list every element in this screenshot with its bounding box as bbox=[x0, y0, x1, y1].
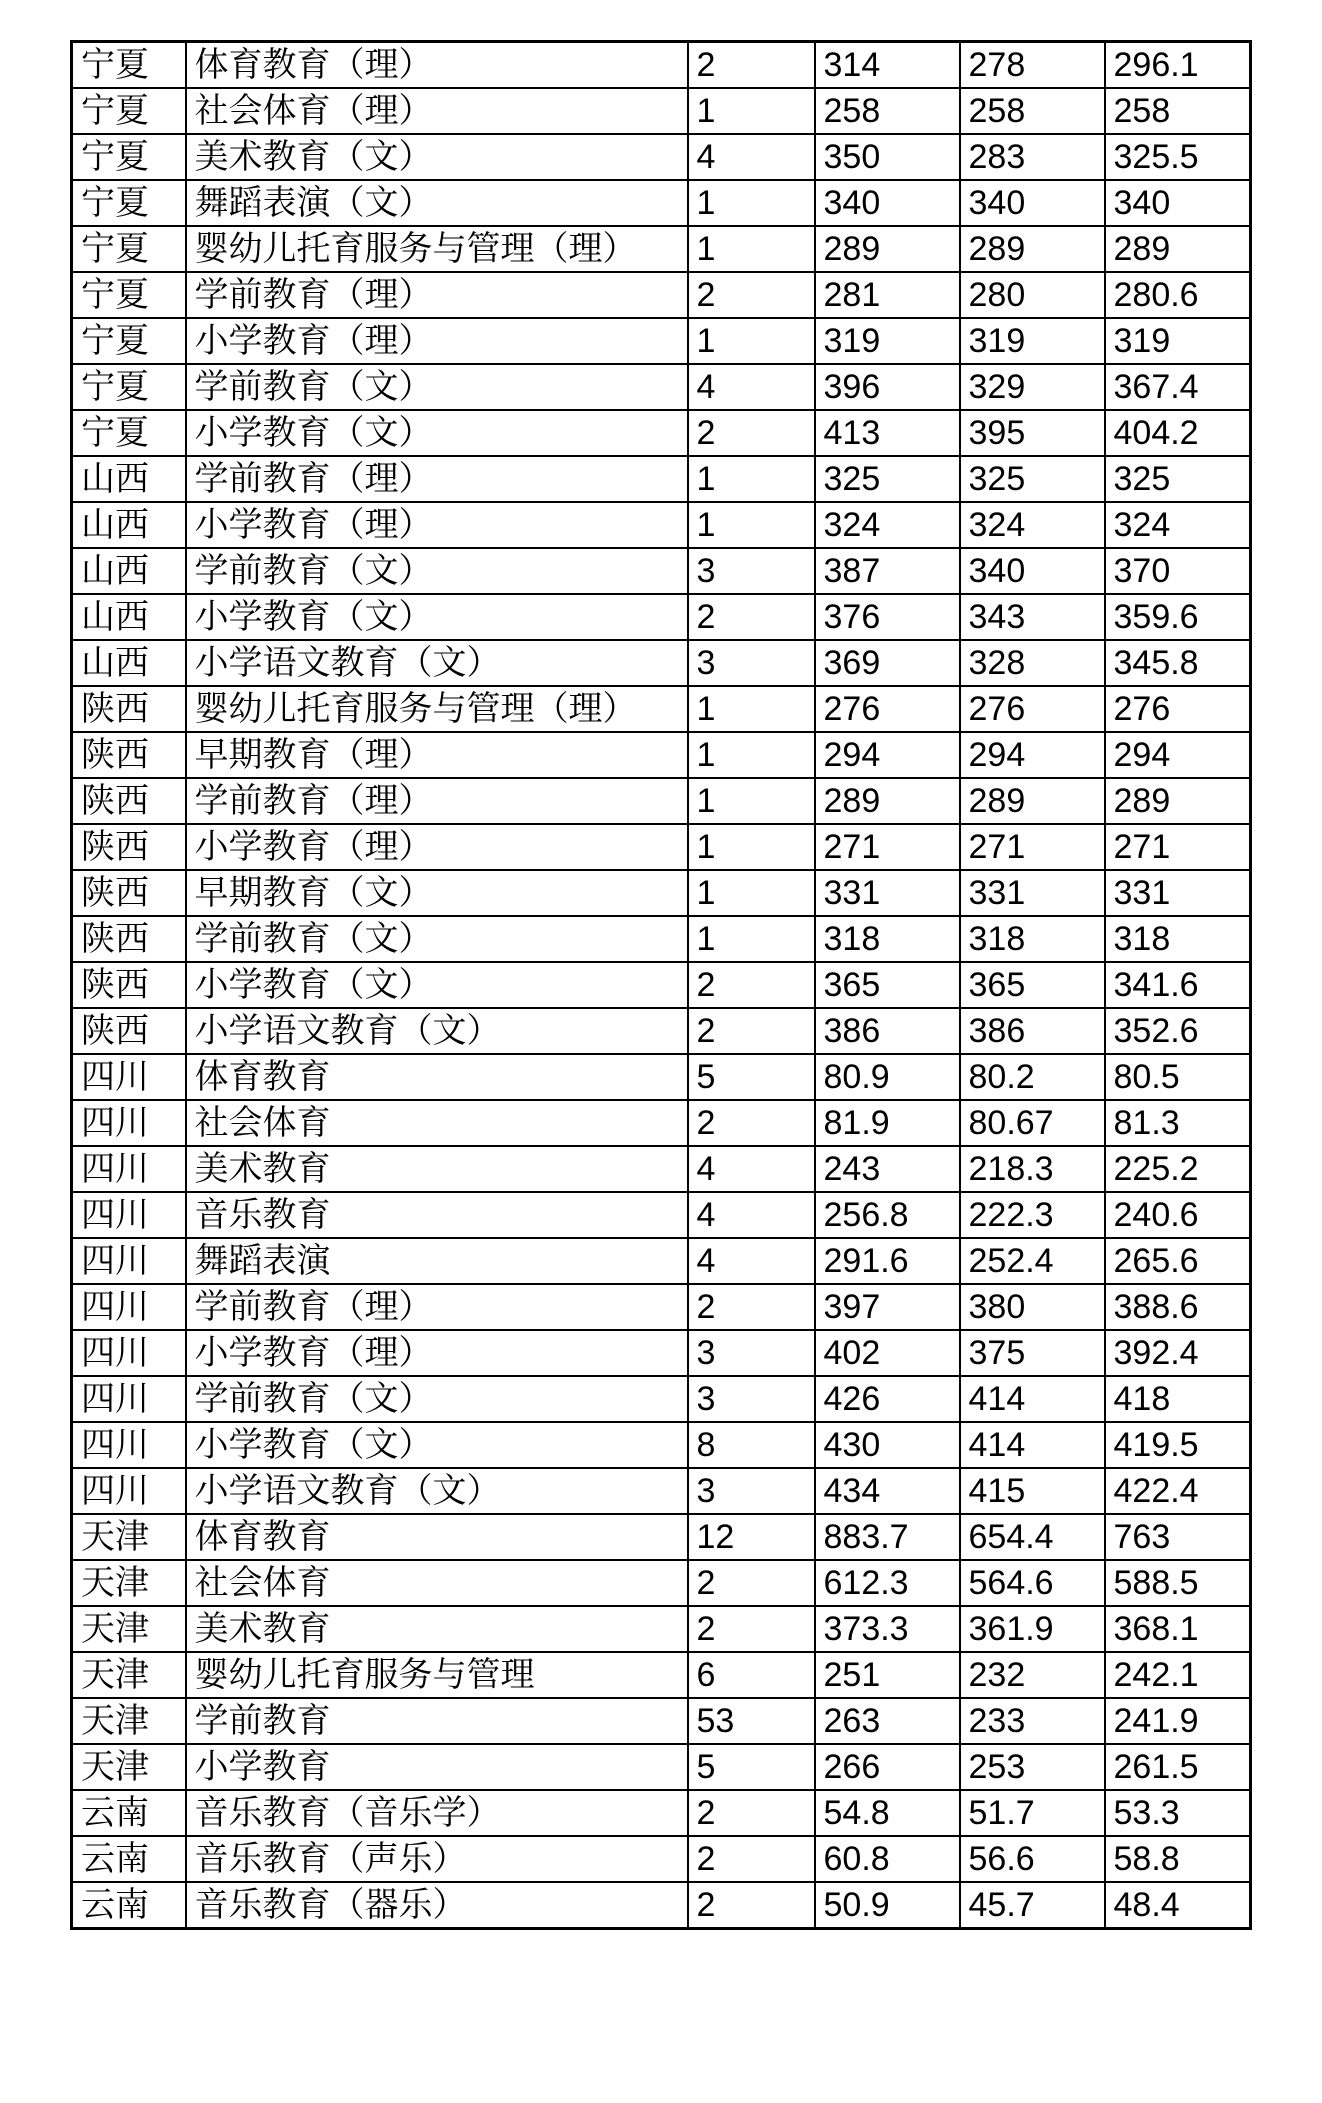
count-cell: 2 bbox=[688, 594, 815, 640]
province-cell: 四川 bbox=[72, 1468, 186, 1514]
table-row bbox=[72, 640, 1251, 686]
max-score-cell: 266 bbox=[815, 1744, 960, 1790]
min-score-cell: 375 bbox=[960, 1330, 1105, 1376]
min-score-cell: 328 bbox=[960, 640, 1105, 686]
major-cell: 学前教育（文） bbox=[186, 548, 688, 594]
avg-score-cell: 368.1 bbox=[1105, 1606, 1251, 1652]
major-cell: 小学教育（文） bbox=[186, 1422, 688, 1468]
max-score-cell: 50.9 bbox=[815, 1882, 960, 1929]
major-cell: 小学教育（文） bbox=[186, 594, 688, 640]
avg-score-cell: 325.5 bbox=[1105, 134, 1251, 180]
province-cell: 宁夏 bbox=[72, 226, 186, 272]
score-table-container bbox=[70, 40, 1252, 1930]
table-row bbox=[72, 42, 1251, 89]
min-score-cell: 340 bbox=[960, 180, 1105, 226]
min-score-cell: 318 bbox=[960, 916, 1105, 962]
min-score-cell: 343 bbox=[960, 594, 1105, 640]
table-row bbox=[72, 1606, 1251, 1652]
table-row bbox=[72, 1100, 1251, 1146]
max-score-cell: 324 bbox=[815, 502, 960, 548]
province-cell: 山西 bbox=[72, 594, 186, 640]
major-cell: 音乐教育（音乐学） bbox=[186, 1790, 688, 1836]
avg-score-cell: 325 bbox=[1105, 456, 1251, 502]
min-score-cell: 278 bbox=[960, 42, 1105, 89]
min-score-cell: 280 bbox=[960, 272, 1105, 318]
count-cell: 1 bbox=[688, 686, 815, 732]
avg-score-cell: 388.6 bbox=[1105, 1284, 1251, 1330]
table-row bbox=[72, 226, 1251, 272]
table-row bbox=[72, 1514, 1251, 1560]
max-score-cell: 397 bbox=[815, 1284, 960, 1330]
max-score-cell: 276 bbox=[815, 686, 960, 732]
count-cell: 2 bbox=[688, 1836, 815, 1882]
count-cell: 2 bbox=[688, 1284, 815, 1330]
min-score-cell: 289 bbox=[960, 226, 1105, 272]
province-cell: 陕西 bbox=[72, 824, 186, 870]
table-row bbox=[72, 1192, 1251, 1238]
table-row bbox=[72, 1284, 1251, 1330]
table-row bbox=[72, 180, 1251, 226]
max-score-cell: 386 bbox=[815, 1008, 960, 1054]
max-score-cell: 373.3 bbox=[815, 1606, 960, 1652]
max-score-cell: 251 bbox=[815, 1652, 960, 1698]
max-score-cell: 60.8 bbox=[815, 1836, 960, 1882]
avg-score-cell: 276 bbox=[1105, 686, 1251, 732]
province-cell: 天津 bbox=[72, 1514, 186, 1560]
max-score-cell: 369 bbox=[815, 640, 960, 686]
table-row bbox=[72, 1146, 1251, 1192]
avg-score-cell: 81.3 bbox=[1105, 1100, 1251, 1146]
table-row bbox=[72, 1238, 1251, 1284]
count-cell: 3 bbox=[688, 640, 815, 686]
major-cell: 社会体育 bbox=[186, 1560, 688, 1606]
table-row bbox=[72, 594, 1251, 640]
province-cell: 宁夏 bbox=[72, 134, 186, 180]
province-cell: 山西 bbox=[72, 502, 186, 548]
avg-score-cell: 240.6 bbox=[1105, 1192, 1251, 1238]
avg-score-cell: 319 bbox=[1105, 318, 1251, 364]
count-cell: 2 bbox=[688, 1100, 815, 1146]
province-cell: 四川 bbox=[72, 1100, 186, 1146]
major-cell: 小学教育（理） bbox=[186, 824, 688, 870]
table-row bbox=[72, 548, 1251, 594]
count-cell: 1 bbox=[688, 502, 815, 548]
min-score-cell: 365 bbox=[960, 962, 1105, 1008]
count-cell: 4 bbox=[688, 134, 815, 180]
min-score-cell: 395 bbox=[960, 410, 1105, 456]
max-score-cell: 396 bbox=[815, 364, 960, 410]
major-cell: 音乐教育 bbox=[186, 1192, 688, 1238]
major-cell: 学前教育（理） bbox=[186, 456, 688, 502]
avg-score-cell: 340 bbox=[1105, 180, 1251, 226]
major-cell: 体育教育 bbox=[186, 1514, 688, 1560]
max-score-cell: 81.9 bbox=[815, 1100, 960, 1146]
max-score-cell: 376 bbox=[815, 594, 960, 640]
max-score-cell: 365 bbox=[815, 962, 960, 1008]
count-cell: 2 bbox=[688, 1560, 815, 1606]
count-cell: 2 bbox=[688, 1882, 815, 1929]
avg-score-cell: 289 bbox=[1105, 778, 1251, 824]
table-row bbox=[72, 1422, 1251, 1468]
major-cell: 婴幼儿托育服务与管理（理） bbox=[186, 686, 688, 732]
min-score-cell: 222.3 bbox=[960, 1192, 1105, 1238]
min-score-cell: 233 bbox=[960, 1698, 1105, 1744]
count-cell: 1 bbox=[688, 778, 815, 824]
table-row bbox=[72, 134, 1251, 180]
major-cell: 体育教育（理） bbox=[186, 42, 688, 89]
major-cell: 学前教育（文） bbox=[186, 916, 688, 962]
province-cell: 宁夏 bbox=[72, 88, 186, 134]
max-score-cell: 426 bbox=[815, 1376, 960, 1422]
max-score-cell: 289 bbox=[815, 226, 960, 272]
min-score-cell: 386 bbox=[960, 1008, 1105, 1054]
max-score-cell: 402 bbox=[815, 1330, 960, 1376]
province-cell: 天津 bbox=[72, 1652, 186, 1698]
major-cell: 小学教育（理） bbox=[186, 1330, 688, 1376]
max-score-cell: 289 bbox=[815, 778, 960, 824]
min-score-cell: 654.4 bbox=[960, 1514, 1105, 1560]
min-score-cell: 232 bbox=[960, 1652, 1105, 1698]
province-cell: 云南 bbox=[72, 1882, 186, 1929]
min-score-cell: 271 bbox=[960, 824, 1105, 870]
table-row bbox=[72, 732, 1251, 778]
min-score-cell: 319 bbox=[960, 318, 1105, 364]
table-row bbox=[72, 364, 1251, 410]
major-cell: 社会体育（理） bbox=[186, 88, 688, 134]
avg-score-cell: 271 bbox=[1105, 824, 1251, 870]
avg-score-cell: 341.6 bbox=[1105, 962, 1251, 1008]
major-cell: 早期教育（理） bbox=[186, 732, 688, 778]
min-score-cell: 45.7 bbox=[960, 1882, 1105, 1929]
count-cell: 1 bbox=[688, 226, 815, 272]
max-score-cell: 263 bbox=[815, 1698, 960, 1744]
min-score-cell: 415 bbox=[960, 1468, 1105, 1514]
min-score-cell: 329 bbox=[960, 364, 1105, 410]
count-cell: 8 bbox=[688, 1422, 815, 1468]
min-score-cell: 253 bbox=[960, 1744, 1105, 1790]
major-cell: 学前教育 bbox=[186, 1698, 688, 1744]
major-cell: 舞蹈表演（文） bbox=[186, 180, 688, 226]
count-cell: 1 bbox=[688, 88, 815, 134]
count-cell: 2 bbox=[688, 1790, 815, 1836]
count-cell: 4 bbox=[688, 364, 815, 410]
major-cell: 小学语文教育（文） bbox=[186, 1008, 688, 1054]
table-row bbox=[72, 1836, 1251, 1882]
province-cell: 云南 bbox=[72, 1790, 186, 1836]
max-score-cell: 430 bbox=[815, 1422, 960, 1468]
avg-score-cell: 53.3 bbox=[1105, 1790, 1251, 1836]
major-cell: 音乐教育（声乐） bbox=[186, 1836, 688, 1882]
count-cell: 3 bbox=[688, 1468, 815, 1514]
max-score-cell: 258 bbox=[815, 88, 960, 134]
max-score-cell: 883.7 bbox=[815, 1514, 960, 1560]
count-cell: 2 bbox=[688, 410, 815, 456]
score-table-body bbox=[72, 42, 1251, 1929]
count-cell: 1 bbox=[688, 732, 815, 778]
major-cell: 早期教育（文） bbox=[186, 870, 688, 916]
max-score-cell: 314 bbox=[815, 42, 960, 89]
max-score-cell: 325 bbox=[815, 456, 960, 502]
count-cell: 1 bbox=[688, 824, 815, 870]
max-score-cell: 291.6 bbox=[815, 1238, 960, 1284]
max-score-cell: 243 bbox=[815, 1146, 960, 1192]
avg-score-cell: 763 bbox=[1105, 1514, 1251, 1560]
avg-score-cell: 280.6 bbox=[1105, 272, 1251, 318]
major-cell: 美术教育 bbox=[186, 1606, 688, 1652]
count-cell: 2 bbox=[688, 272, 815, 318]
major-cell: 社会体育 bbox=[186, 1100, 688, 1146]
avg-score-cell: 80.5 bbox=[1105, 1054, 1251, 1100]
max-score-cell: 54.8 bbox=[815, 1790, 960, 1836]
table-row bbox=[72, 318, 1251, 364]
min-score-cell: 80.2 bbox=[960, 1054, 1105, 1100]
major-cell: 音乐教育（器乐） bbox=[186, 1882, 688, 1929]
province-cell: 山西 bbox=[72, 456, 186, 502]
table-row bbox=[72, 1560, 1251, 1606]
table-row bbox=[72, 870, 1251, 916]
major-cell: 美术教育 bbox=[186, 1146, 688, 1192]
table-row bbox=[72, 1882, 1251, 1929]
province-cell: 天津 bbox=[72, 1560, 186, 1606]
avg-score-cell: 419.5 bbox=[1105, 1422, 1251, 1468]
count-cell: 5 bbox=[688, 1744, 815, 1790]
province-cell: 四川 bbox=[72, 1376, 186, 1422]
table-row bbox=[72, 1744, 1251, 1790]
max-score-cell: 271 bbox=[815, 824, 960, 870]
major-cell: 美术教育（文） bbox=[186, 134, 688, 180]
province-cell: 宁夏 bbox=[72, 42, 186, 89]
min-score-cell: 340 bbox=[960, 548, 1105, 594]
max-score-cell: 80.9 bbox=[815, 1054, 960, 1100]
avg-score-cell: 359.6 bbox=[1105, 594, 1251, 640]
province-cell: 宁夏 bbox=[72, 364, 186, 410]
table-row bbox=[72, 916, 1251, 962]
count-cell: 12 bbox=[688, 1514, 815, 1560]
min-score-cell: 283 bbox=[960, 134, 1105, 180]
count-cell: 1 bbox=[688, 180, 815, 226]
major-cell: 学前教育（理） bbox=[186, 778, 688, 824]
min-score-cell: 218.3 bbox=[960, 1146, 1105, 1192]
avg-score-cell: 258 bbox=[1105, 88, 1251, 134]
count-cell: 5 bbox=[688, 1054, 815, 1100]
avg-score-cell: 367.4 bbox=[1105, 364, 1251, 410]
province-cell: 四川 bbox=[72, 1330, 186, 1376]
avg-score-cell: 48.4 bbox=[1105, 1882, 1251, 1929]
avg-score-cell: 418 bbox=[1105, 1376, 1251, 1422]
major-cell: 小学教育（文） bbox=[186, 410, 688, 456]
province-cell: 陕西 bbox=[72, 916, 186, 962]
avg-score-cell: 352.6 bbox=[1105, 1008, 1251, 1054]
max-score-cell: 331 bbox=[815, 870, 960, 916]
count-cell: 4 bbox=[688, 1192, 815, 1238]
major-cell: 小学语文教育（文） bbox=[186, 1468, 688, 1514]
min-score-cell: 324 bbox=[960, 502, 1105, 548]
table-row bbox=[72, 1468, 1251, 1514]
province-cell: 四川 bbox=[72, 1054, 186, 1100]
count-cell: 1 bbox=[688, 870, 815, 916]
table-row bbox=[72, 88, 1251, 134]
major-cell: 小学教育（理） bbox=[186, 318, 688, 364]
count-cell: 4 bbox=[688, 1238, 815, 1284]
count-cell: 6 bbox=[688, 1652, 815, 1698]
province-cell: 四川 bbox=[72, 1284, 186, 1330]
avg-score-cell: 294 bbox=[1105, 732, 1251, 778]
avg-score-cell: 289 bbox=[1105, 226, 1251, 272]
table-row bbox=[72, 1652, 1251, 1698]
table-row bbox=[72, 1790, 1251, 1836]
major-cell: 婴幼儿托育服务与管理（理） bbox=[186, 226, 688, 272]
max-score-cell: 612.3 bbox=[815, 1560, 960, 1606]
min-score-cell: 331 bbox=[960, 870, 1105, 916]
province-cell: 陕西 bbox=[72, 962, 186, 1008]
table-row bbox=[72, 410, 1251, 456]
count-cell: 3 bbox=[688, 548, 815, 594]
table-row bbox=[72, 1376, 1251, 1422]
count-cell: 2 bbox=[688, 962, 815, 1008]
count-cell: 1 bbox=[688, 916, 815, 962]
max-score-cell: 413 bbox=[815, 410, 960, 456]
min-score-cell: 252.4 bbox=[960, 1238, 1105, 1284]
avg-score-cell: 588.5 bbox=[1105, 1560, 1251, 1606]
min-score-cell: 380 bbox=[960, 1284, 1105, 1330]
province-cell: 天津 bbox=[72, 1744, 186, 1790]
avg-score-cell: 318 bbox=[1105, 916, 1251, 962]
count-cell: 2 bbox=[688, 1008, 815, 1054]
province-cell: 四川 bbox=[72, 1192, 186, 1238]
min-score-cell: 289 bbox=[960, 778, 1105, 824]
major-cell: 小学教育（文） bbox=[186, 962, 688, 1008]
avg-score-cell: 324 bbox=[1105, 502, 1251, 548]
table-row bbox=[72, 824, 1251, 870]
avg-score-cell: 241.9 bbox=[1105, 1698, 1251, 1744]
count-cell: 2 bbox=[688, 1606, 815, 1652]
avg-score-cell: 345.8 bbox=[1105, 640, 1251, 686]
min-score-cell: 56.6 bbox=[960, 1836, 1105, 1882]
avg-score-cell: 225.2 bbox=[1105, 1146, 1251, 1192]
avg-score-cell: 422.4 bbox=[1105, 1468, 1251, 1514]
count-cell: 4 bbox=[688, 1146, 815, 1192]
avg-score-cell: 58.8 bbox=[1105, 1836, 1251, 1882]
avg-score-cell: 404.2 bbox=[1105, 410, 1251, 456]
count-cell: 2 bbox=[688, 42, 815, 89]
province-cell: 山西 bbox=[72, 548, 186, 594]
min-score-cell: 414 bbox=[960, 1422, 1105, 1468]
province-cell: 四川 bbox=[72, 1146, 186, 1192]
min-score-cell: 325 bbox=[960, 456, 1105, 502]
table-row bbox=[72, 962, 1251, 1008]
province-cell: 宁夏 bbox=[72, 272, 186, 318]
major-cell: 体育教育 bbox=[186, 1054, 688, 1100]
max-score-cell: 294 bbox=[815, 732, 960, 778]
max-score-cell: 350 bbox=[815, 134, 960, 180]
min-score-cell: 258 bbox=[960, 88, 1105, 134]
table-row bbox=[72, 1698, 1251, 1744]
max-score-cell: 340 bbox=[815, 180, 960, 226]
avg-score-cell: 265.6 bbox=[1105, 1238, 1251, 1284]
avg-score-cell: 242.1 bbox=[1105, 1652, 1251, 1698]
province-cell: 天津 bbox=[72, 1698, 186, 1744]
province-cell: 陕西 bbox=[72, 870, 186, 916]
avg-score-cell: 392.4 bbox=[1105, 1330, 1251, 1376]
min-score-cell: 80.67 bbox=[960, 1100, 1105, 1146]
major-cell: 婴幼儿托育服务与管理 bbox=[186, 1652, 688, 1698]
score-table bbox=[70, 40, 1252, 1930]
province-cell: 山西 bbox=[72, 640, 186, 686]
major-cell: 小学教育（理） bbox=[186, 502, 688, 548]
major-cell: 学前教育（文） bbox=[186, 364, 688, 410]
count-cell: 53 bbox=[688, 1698, 815, 1744]
table-row bbox=[72, 272, 1251, 318]
min-score-cell: 294 bbox=[960, 732, 1105, 778]
major-cell: 学前教育（文） bbox=[186, 1376, 688, 1422]
major-cell: 学前教育（理） bbox=[186, 1284, 688, 1330]
avg-score-cell: 370 bbox=[1105, 548, 1251, 594]
max-score-cell: 318 bbox=[815, 916, 960, 962]
max-score-cell: 434 bbox=[815, 1468, 960, 1514]
avg-score-cell: 331 bbox=[1105, 870, 1251, 916]
major-cell: 小学教育 bbox=[186, 1744, 688, 1790]
max-score-cell: 387 bbox=[815, 548, 960, 594]
table-row bbox=[72, 456, 1251, 502]
province-cell: 陕西 bbox=[72, 686, 186, 732]
min-score-cell: 51.7 bbox=[960, 1790, 1105, 1836]
max-score-cell: 281 bbox=[815, 272, 960, 318]
province-cell: 陕西 bbox=[72, 778, 186, 824]
province-cell: 宁夏 bbox=[72, 180, 186, 226]
count-cell: 3 bbox=[688, 1376, 815, 1422]
province-cell: 四川 bbox=[72, 1238, 186, 1284]
table-row bbox=[72, 1054, 1251, 1100]
province-cell: 天津 bbox=[72, 1606, 186, 1652]
province-cell: 宁夏 bbox=[72, 318, 186, 364]
max-score-cell: 256.8 bbox=[815, 1192, 960, 1238]
table-row bbox=[72, 778, 1251, 824]
count-cell: 3 bbox=[688, 1330, 815, 1376]
table-row bbox=[72, 686, 1251, 732]
major-cell: 学前教育（理） bbox=[186, 272, 688, 318]
province-cell: 宁夏 bbox=[72, 410, 186, 456]
count-cell: 1 bbox=[688, 456, 815, 502]
min-score-cell: 414 bbox=[960, 1376, 1105, 1422]
count-cell: 1 bbox=[688, 318, 815, 364]
province-cell: 陕西 bbox=[72, 732, 186, 778]
min-score-cell: 564.6 bbox=[960, 1560, 1105, 1606]
min-score-cell: 276 bbox=[960, 686, 1105, 732]
province-cell: 四川 bbox=[72, 1422, 186, 1468]
major-cell: 舞蹈表演 bbox=[186, 1238, 688, 1284]
min-score-cell: 361.9 bbox=[960, 1606, 1105, 1652]
province-cell: 陕西 bbox=[72, 1008, 186, 1054]
table-row bbox=[72, 502, 1251, 548]
major-cell: 小学语文教育（文） bbox=[186, 640, 688, 686]
max-score-cell: 319 bbox=[815, 318, 960, 364]
table-row bbox=[72, 1330, 1251, 1376]
province-cell: 云南 bbox=[72, 1836, 186, 1882]
avg-score-cell: 296.1 bbox=[1105, 42, 1251, 89]
avg-score-cell: 261.5 bbox=[1105, 1744, 1251, 1790]
table-row bbox=[72, 1008, 1251, 1054]
